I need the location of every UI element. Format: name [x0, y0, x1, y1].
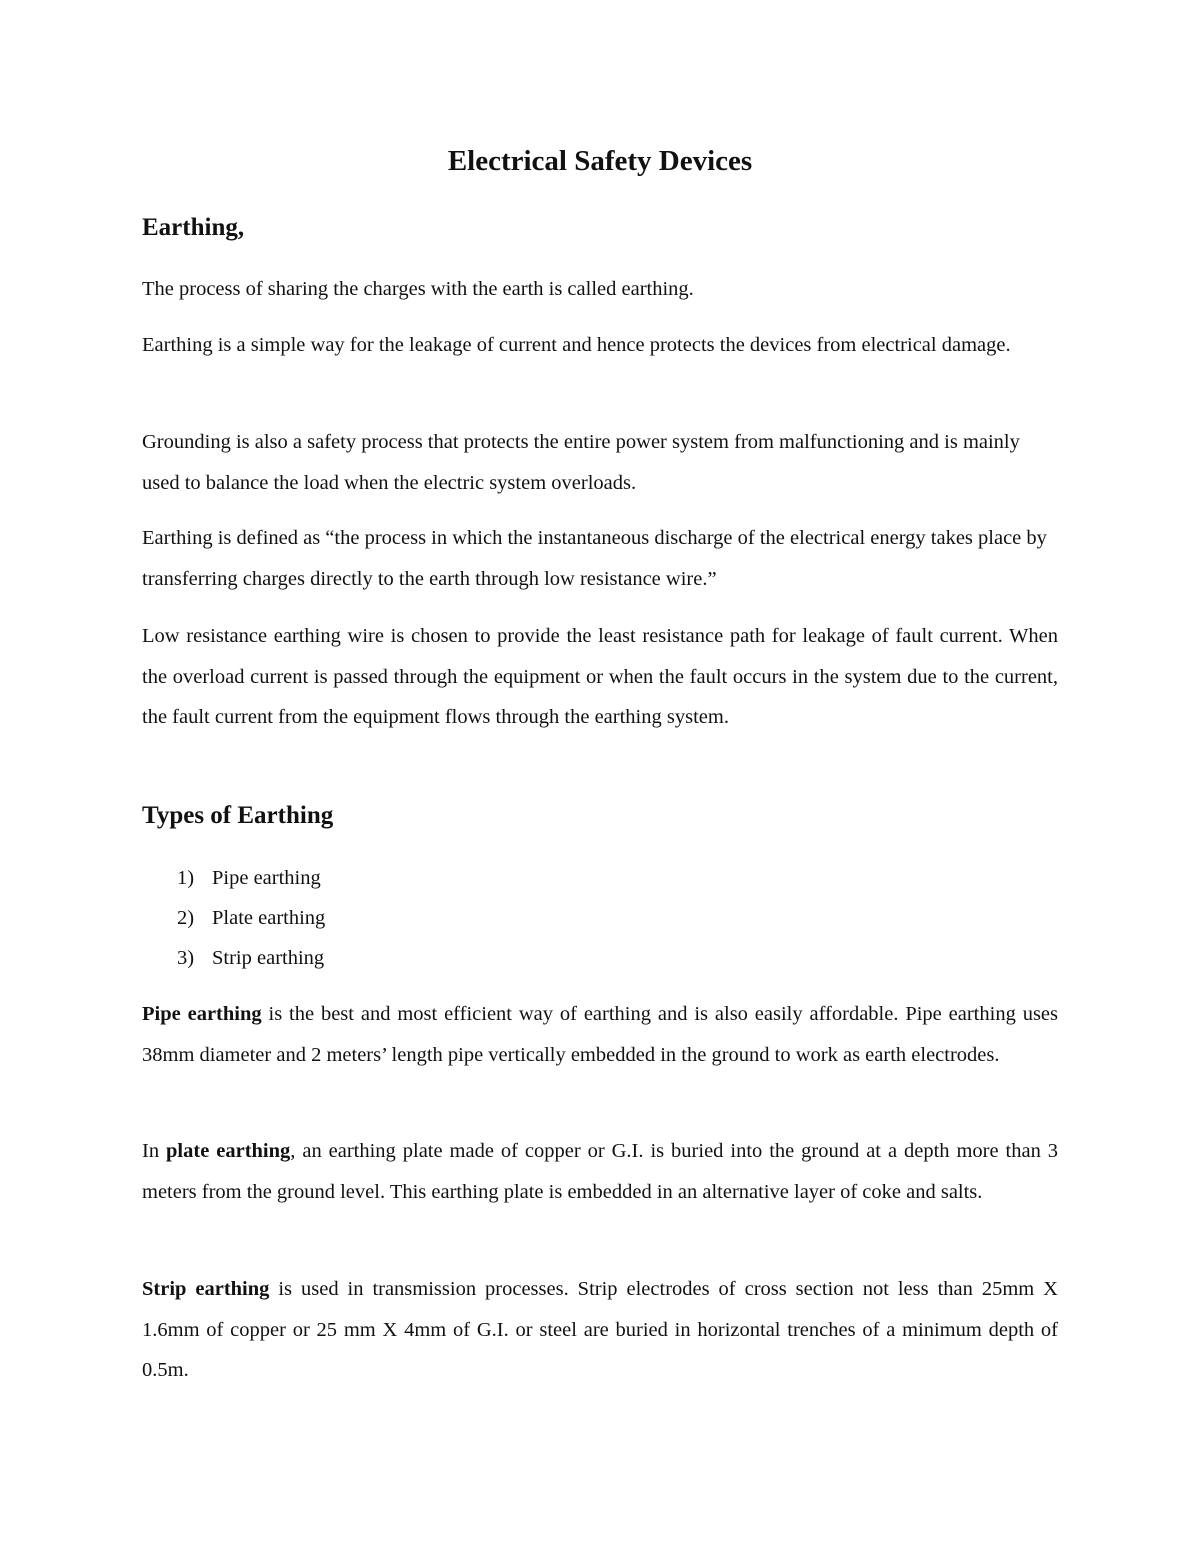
earthing-types-list	[177, 858, 325, 978]
list-item-number: 1)	[177, 867, 195, 889]
paragraph-definition-short: The process of sharing the charges with the earth is called earthing.	[142, 278, 694, 300]
paragraph-strip-earthing-text: is used in transmission processes. Strip electrodes of cross section not less than 25mm X 1.6mm of copper or 25 mm X 4mm of G.I. or steel are buried in horizontal trenches of a minimum depth of 0.5m.	[142, 1278, 1058, 1381]
paragraph-definition-quote: Earthing is defined as “the process in which the instantaneous discharge of the electrical energy takes place by transferring charges directly to the earth through low resistance wire.”	[142, 527, 1047, 590]
list-item-number: 3)	[177, 947, 195, 969]
section-heading-earthing: Earthing,	[142, 214, 245, 241]
paragraph-plate-earthing-prefix: In	[142, 1140, 167, 1162]
list-item-text: Pipe earthing	[212, 867, 321, 889]
paragraph-grounding: Grounding is also a safety process that protects the entire power system from malfunctioning and is mainly used to balance the load when the electric system overloads.	[142, 431, 1020, 494]
term-plate-earthing: plate earthing	[166, 1140, 291, 1162]
paragraph-pipe-earthing	[142, 994, 1058, 1075]
section-heading-types: Types of Earthing	[142, 802, 334, 829]
list-item-text: Plate earthing	[212, 907, 326, 929]
list-item	[177, 898, 325, 938]
paragraph-pipe-earthing-text: is the best and most efficient way of earthing and is also easily affordable. Pipe earthing uses 38mm diameter and 2 meters’ length pipe vertically embedded in the ground to work as earth electrodes.	[142, 1003, 1058, 1066]
page-title: Electrical Safety Devices	[447, 145, 753, 177]
paragraph-low-resistance: Low resistance earthing wire is chosen to provide the least resistance path for leakage of fault current. When the overload current is passed through the equipment or when the fault occurs in the system due to the current, the fault current from the equipment flows through the earthing system.	[142, 625, 1058, 728]
list-item	[177, 938, 325, 978]
term-pipe-earthing: Pipe earthing	[142, 1003, 262, 1025]
paragraph-leakage: Earthing is a simple way for the leakage of current and hence protects the devices from electrical damage.	[142, 334, 1011, 356]
list-item	[177, 858, 325, 898]
paragraph-strip-earthing	[142, 1269, 1058, 1391]
paragraph-plate-earthing-text: , an earthing plate made of copper or G.I. is buried into the ground at a depth more than 3 meters from the ground level. This earthing plate is embedded in an alternative layer of coke and salts.	[142, 1140, 1059, 1203]
paragraph-plate-earthing	[142, 1131, 1058, 1212]
term-strip-earthing: Strip earthing	[142, 1278, 270, 1300]
list-item-number: 2)	[177, 907, 195, 929]
list-item-text: Strip earthing	[212, 947, 325, 969]
